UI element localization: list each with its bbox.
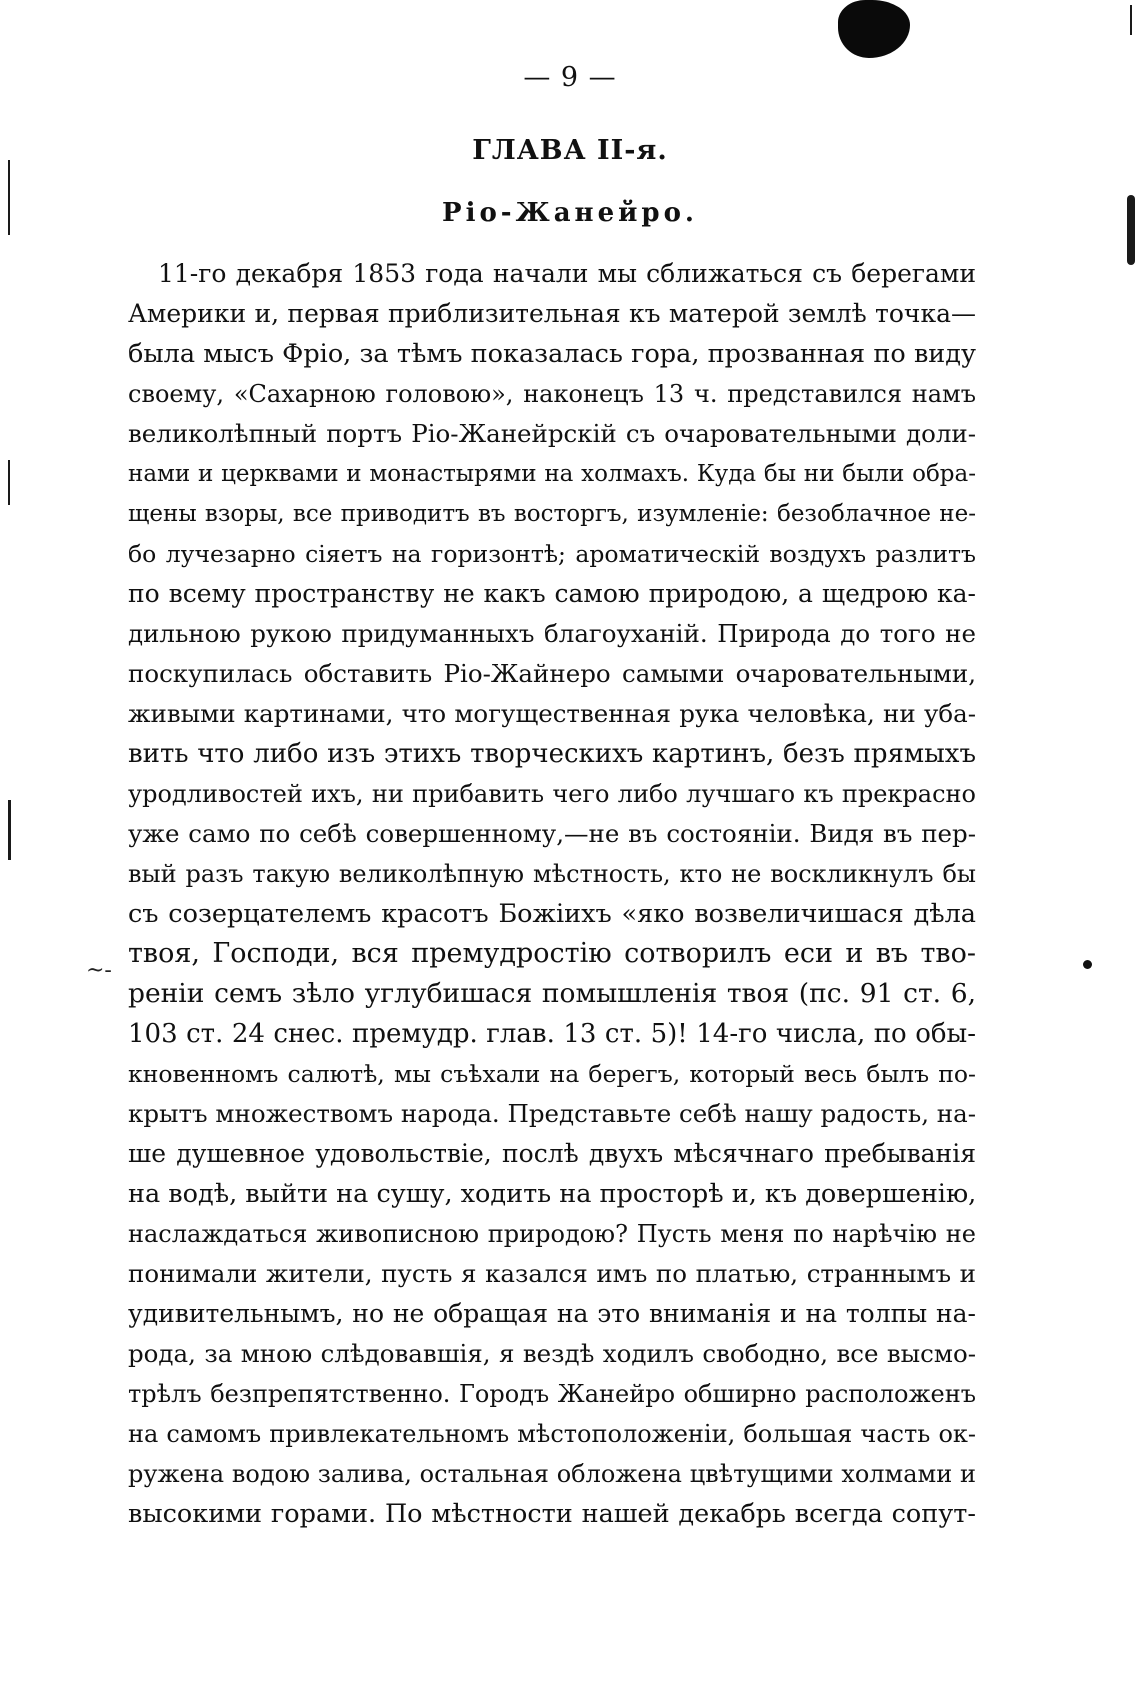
text-line: ружена водою залива, остальная обложена цвѣтущими холмами и (128, 1460, 976, 1488)
text-line: съ созерцателемъ красотъ Божіихъ «яко возвеличишася дѣла (128, 899, 976, 929)
text-line: высокими горами. По мѣстности нашей декабрь всегда сопут- (128, 1499, 976, 1529)
scan-edge-mark (8, 800, 11, 860)
text-line: на водѣ, выйти на сушу, ходить на просторѣ и, къ довершенію, (128, 1179, 976, 1209)
text-line: понимали жители, пусть я казался имъ по платью, страннымъ и (128, 1259, 976, 1288)
text-line: уже само по себѣ совершенному,—не въ состояніи. Видя въ пер- (128, 819, 976, 848)
text-line: 11-го декабря 1853 года начали мы сближаться съ берегами (158, 259, 976, 288)
text-line: удивительнымъ, но не обращая на это вниманія и на толпы на- (128, 1299, 976, 1328)
ink-blot (838, 0, 910, 58)
section-title: Ріо-Жанейро. (442, 198, 698, 228)
text-line: 103 ст. 24 снес. премудр. глав. 13 ст. 5)! 14-го числа, по обы- (128, 1019, 976, 1049)
chapter-heading: ГЛАВА II-я. (472, 135, 668, 166)
text-line: была мысъ Фріо, за тѣмъ показалась гора, прозванная по виду (128, 339, 976, 369)
scan-edge-mark (8, 460, 10, 505)
text-line: Америки и, первая приблизительная къ матерой землѣ точка— (128, 299, 976, 328)
text-line: крытъ множествомъ народа. Представьте себѣ нашу радость, на- (128, 1099, 976, 1128)
page-number: — 9 — (523, 62, 617, 93)
text-line: своему, «Сахарною головою», наконецъ 13 ч. представился намъ (128, 380, 976, 408)
text-line: наслаждаться живописною природою? Пусть меня по нарѣчію не (128, 1220, 976, 1248)
text-line: реніи семъ зѣло углубишася помышленія твоя (пс. 91 ст. 6, (128, 978, 976, 1009)
margin-mark: ~- (86, 958, 112, 983)
text-line: бо лучезарно сіяетъ на горизонтѣ; ароматическій воздухъ разлитъ (128, 540, 976, 568)
text-line: рода, за мною слѣдовавшія, я вездѣ ходилъ свободно, все высмо- (128, 1339, 976, 1368)
text-line: нами и церквами и монастырями на холмахъ. Куда бы ни были обра- (128, 461, 976, 487)
text-line: вить что либо изъ этихъ творческихъ картинъ, безъ прямыхъ (128, 739, 976, 769)
scan-dot (1083, 960, 1092, 969)
text-line: ше душевное удовольствіе, послѣ двухъ мѣсячнаго пребыванія (128, 1139, 976, 1168)
text-line: твоя, Господи, вся премудростію сотворилъ еси и въ тво- (128, 938, 976, 969)
text-line: по всему пространству не какъ самою природою, а щедрою ка- (128, 579, 976, 608)
text-line: щены взоры, все приводитъ въ восторгъ, изумленіе: безоблачное не- (128, 501, 976, 527)
text-line: вый разъ такую великолѣпную мѣстность, кто не воскликнулъ бы (128, 860, 976, 888)
text-line: уродливостей ихъ, ни прибавить чего либо лучшаго къ прекрасно (128, 780, 976, 808)
text-line: на самомъ привлекательномъ мѣстоположеніи, большая часть ок- (128, 1420, 976, 1448)
text-line: кновенномъ салютѣ, мы съѣхали на берегъ, который весь былъ по- (128, 1060, 976, 1088)
scan-edge-mark (1130, 5, 1132, 35)
body-text (128, 254, 976, 1534)
text-line: дильною рукою придуманныхъ благоуханій. Природа до того не (128, 619, 976, 648)
text-line: великолѣпный портъ Ріо-Жанейрскій съ очаровательными доли- (128, 419, 976, 448)
text-line: поскупилась обставить Ріо-Жайнеро самыми очаровательными, (128, 659, 976, 688)
text-line: трѣлъ безпрепятственно. Городъ Жанейро обширно расположенъ (128, 1380, 976, 1408)
text-line: живыми картинами, что могущественная рука человѣка, ни убa- (128, 699, 976, 728)
